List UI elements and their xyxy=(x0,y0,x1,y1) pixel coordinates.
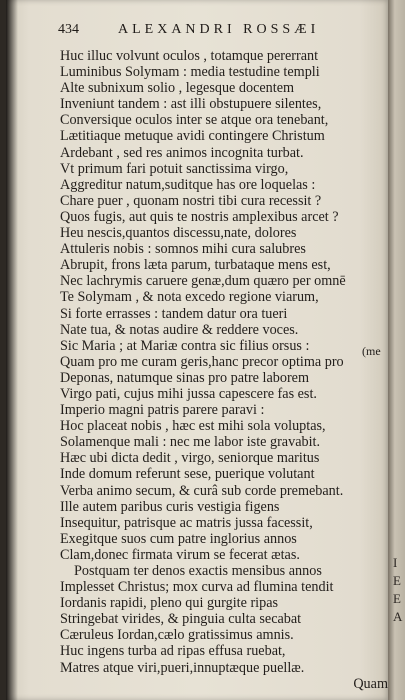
verse-line: Chare puer , quonam nostri tibi cura recessit ? xyxy=(60,192,322,209)
verse-line: Verba animo secum, & curâ sub corde premebant. xyxy=(60,482,344,499)
adjacent-page-fragment: E xyxy=(393,591,401,606)
verse-line: Iordanis rapidi, pleno qui gurgite ripas xyxy=(60,595,279,612)
adjacent-page-fragment: A xyxy=(393,609,403,624)
verse-line: Vt primum fari potuit sanctissima virgo, xyxy=(60,160,289,177)
verse-line: Implesset Christus; mox curva ad flumina tendit xyxy=(60,579,334,596)
verse-line: Attuleris nobis : somnos mihi cura salubres xyxy=(60,241,306,258)
verse-line: Clam,donec firmata virum se fecerat ætas. xyxy=(60,546,300,563)
verse-line: Inde domum referunt sese, puerique volutant xyxy=(60,466,315,483)
margin-note: (me xyxy=(362,344,381,358)
verse-line: Matres atque viri,pueri,innuptæque puellæ. xyxy=(60,659,305,676)
verse-line: Imperio magni patris parere paravi : xyxy=(60,402,265,419)
adjacent-page-fragment: I xyxy=(393,555,398,570)
verse-line: Sic Maria ; at Mariæ contra sic filius orsus : xyxy=(60,337,310,354)
verse-line: Huc ingens turba ad ripas effusa ruebat, xyxy=(60,643,286,660)
verse-line: Te Solymam , & nota excedo regione viarum, xyxy=(60,289,319,306)
verse-line: Alte subnixum solio , legesque docentem xyxy=(60,80,295,97)
verse-line: Quam pro me curam geris,hanc precor optima pro xyxy=(60,353,344,370)
adjacent-page-fragment: E xyxy=(393,573,401,588)
running-head: ALEXANDRI ROSSÆI xyxy=(118,22,320,37)
verse-line: Heu nescis,quantos discessu,nate, dolores xyxy=(60,225,297,242)
verse-line: Luminibus Solymam : media testudine templi xyxy=(60,64,320,81)
page-number: 434 xyxy=(58,22,79,37)
verse-line: Inveniunt tandem : ast illi obstupuere silentes, xyxy=(60,96,322,113)
verse-line: Abrupit, frons læta parum, turbataque mens est, xyxy=(60,257,331,274)
verse-line: Huc illuc volvunt oculos , totamque pererrant xyxy=(60,48,319,64)
verse-line: Stringebat virides, & pinguia culta secabat xyxy=(60,611,302,628)
verse-line: Exegitque suos cum patre inglorius annos xyxy=(60,530,297,547)
verse-line: Insequitur, patrisque ac matris jussa facessit, xyxy=(60,514,313,531)
gutter-shadow xyxy=(6,0,18,700)
verse-line: Postquam ter denos exactis mensibus annos xyxy=(74,563,322,579)
verse-line: Aggreditur natum,suditque has ore loquelas : xyxy=(60,176,316,193)
verse-line: Si forte errasses : tandem datur ora tueri xyxy=(60,305,288,322)
catchword: Quam xyxy=(353,675,388,692)
verse-line: Solamenque mali : nec me labor iste gravabit. xyxy=(60,434,321,451)
verse-line: Hæc ubi dicta dedit , virgo, seniorque maritus xyxy=(60,450,320,467)
verse-line: Lætitiaque metuque avidi contingere Christum xyxy=(60,128,325,145)
verse-line: Hoc placeat nobis , hæc est mihi sola voluptas, xyxy=(60,418,326,435)
verse-line: Ille autem paribus curis vestigia figens xyxy=(60,498,280,515)
verse-line: Cæruleus Iordan,cælo gratissimus amnis. xyxy=(60,627,294,644)
verse-line: Ardebant , sed res animos incognita turbat. xyxy=(60,144,304,161)
verse-line: Quos fugis, aut quis te nostris amplexibus arcet ? xyxy=(60,208,339,225)
verse-line: Deponas, natumque sinas pro patre laborem xyxy=(60,369,309,386)
adjacent-page-edge xyxy=(388,0,405,700)
verse-line: Nate tua, & notas audire & reddere voces. xyxy=(60,321,299,338)
verse-line: Virgo pati, cujus mihi jussa capescere fas est. xyxy=(60,385,317,402)
verse-line: Conversique oculos inter se atque ora tenebant, xyxy=(60,112,329,129)
verse-line: Nec lachrymis caruere genæ,dum quæro per omnē xyxy=(60,273,346,290)
poem-text xyxy=(60,48,388,692)
